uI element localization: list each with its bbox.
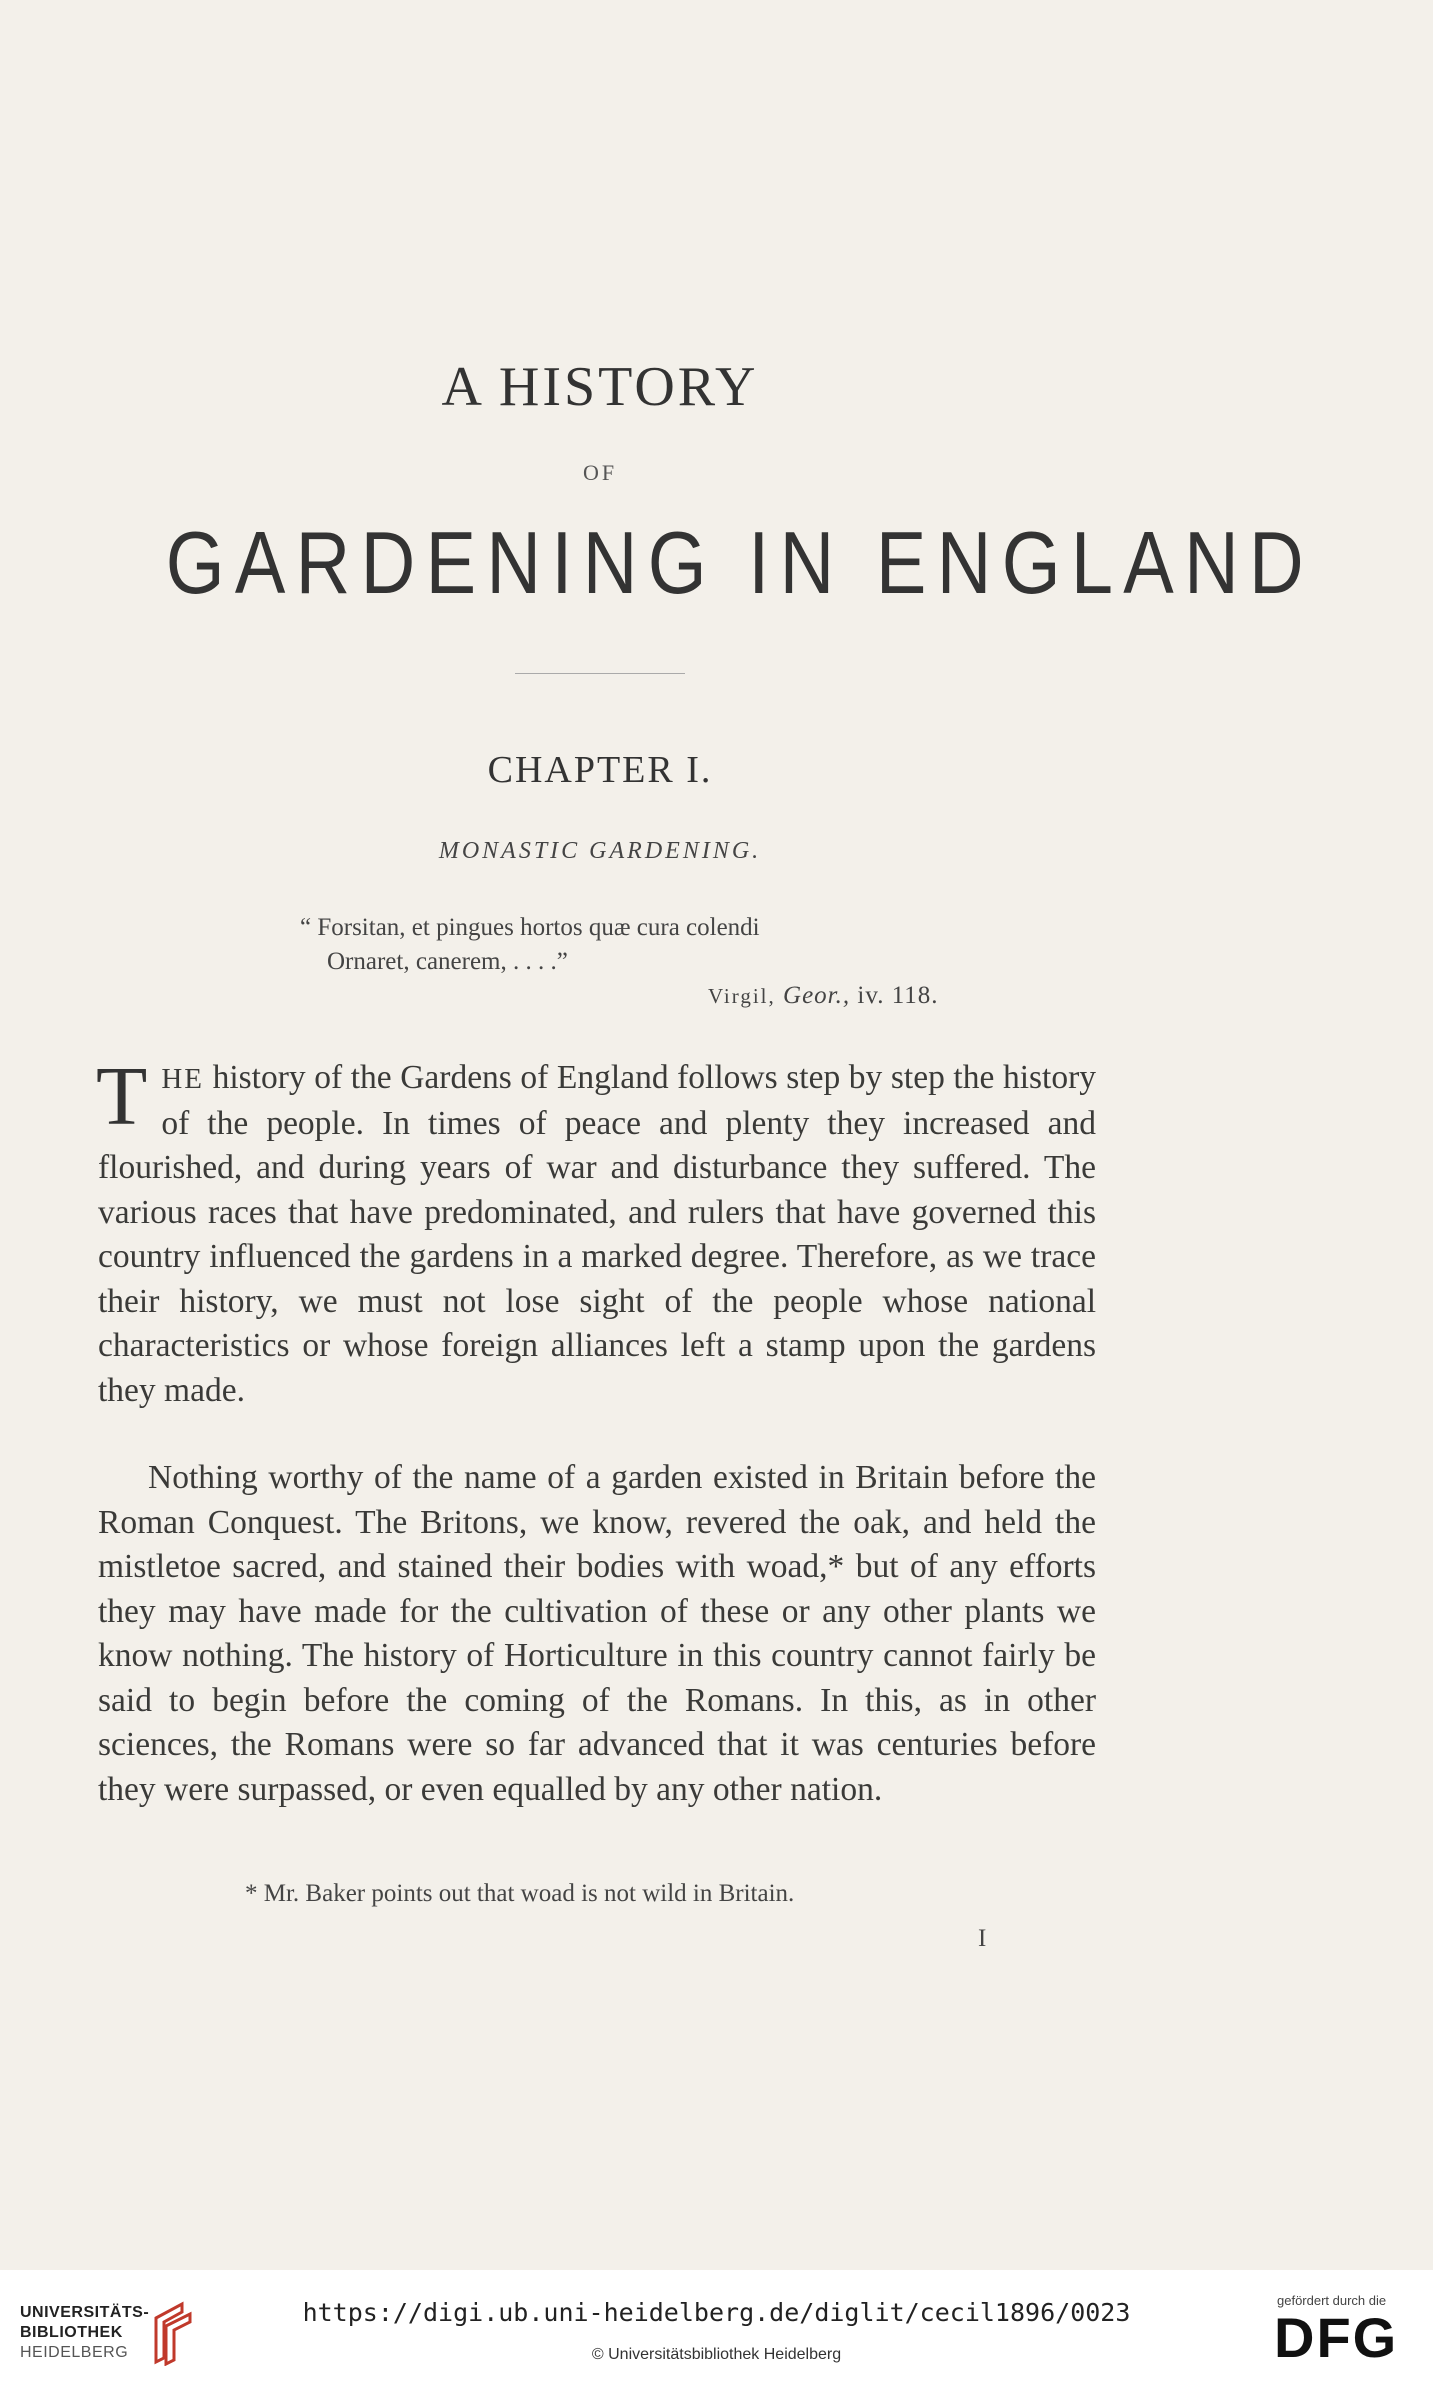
library-name-line-1: UNIVERSITÄTS- [20, 2304, 150, 2321]
attribution-work: Geor., [783, 982, 851, 1009]
paragraph-1 [96, 1050, 1096, 1413]
paragraph-1-opening-caps: HE [161, 1063, 204, 1095]
title-line-of: OF [582, 460, 618, 485]
main-title: GARDENING IN ENGLAND [165, 513, 1315, 612]
dfg-logo: DFG [1274, 2306, 1399, 2369]
attribution-author: Virgil, [708, 984, 776, 1008]
funding-note: gefördert durch die [1277, 2293, 1387, 2308]
paragraph-2 [98, 1456, 1096, 1812]
epigraph-attribution [708, 982, 939, 1010]
library-name-line-2: BIBLIOTHEK [20, 2324, 123, 2341]
title-line-history: A HISTORY [441, 356, 759, 418]
page-number: I [978, 1925, 987, 1952]
attribution-reference: iv. 118. [857, 982, 939, 1009]
epigraph-line-1: “ Forsitan, et pingues hortos quæ cura colendi [300, 914, 760, 941]
chapter-subtitle: MONASTIC GARDENING. [438, 838, 762, 864]
paragraph-1-text: history of the Gardens of England follows step by step the history of the people. In times of peace and plenty they increased and flourished, and during years of war and disturbance they suffered. The various races that have predominated, and rulers that have governed this country influenced the gardens in a marked degree. Therefore, as we trace their history, we must not lose sight of the people whose national characteristics or whose foreign alliances left a stamp upon the gardens they made. [98, 1059, 1096, 1409]
copyright-notice: © Universitätsbibliothek Heidelberg [591, 2346, 842, 2363]
footnote: * Mr. Baker points out that woad is not wild in Britain. [245, 1880, 795, 1907]
library-name-line-3: HEIDELBERG [20, 2344, 129, 2361]
drop-cap: T [96, 1050, 148, 1143]
permalink-url[interactable]: https://digi.ub.uni-heidelberg.de/diglit/cecil1896/0023 [302, 2298, 1131, 2327]
title-divider [515, 673, 685, 674]
chapter-heading: CHAPTER I. [487, 749, 713, 791]
epigraph-line-2: Ornaret, canerem, . . . .” [327, 948, 568, 975]
paragraph-2-text: Nothing worthy of the name of a garden existed in Britain before the Roman Conquest. The Britons, we know, revered the oak, and held the mistletoe sacred, and stained their bodies with woad,* but of any efforts they may have made for the cultivation of these or any other plants we know nothing. The history of Horticulture in this country cannot fairly be said to begin before the coming of the Romans. In this, as in other sciences, the Romans were so far advanced that it was centuries before they were surpassed, or even equalled by any other nation. [98, 1459, 1096, 1808]
